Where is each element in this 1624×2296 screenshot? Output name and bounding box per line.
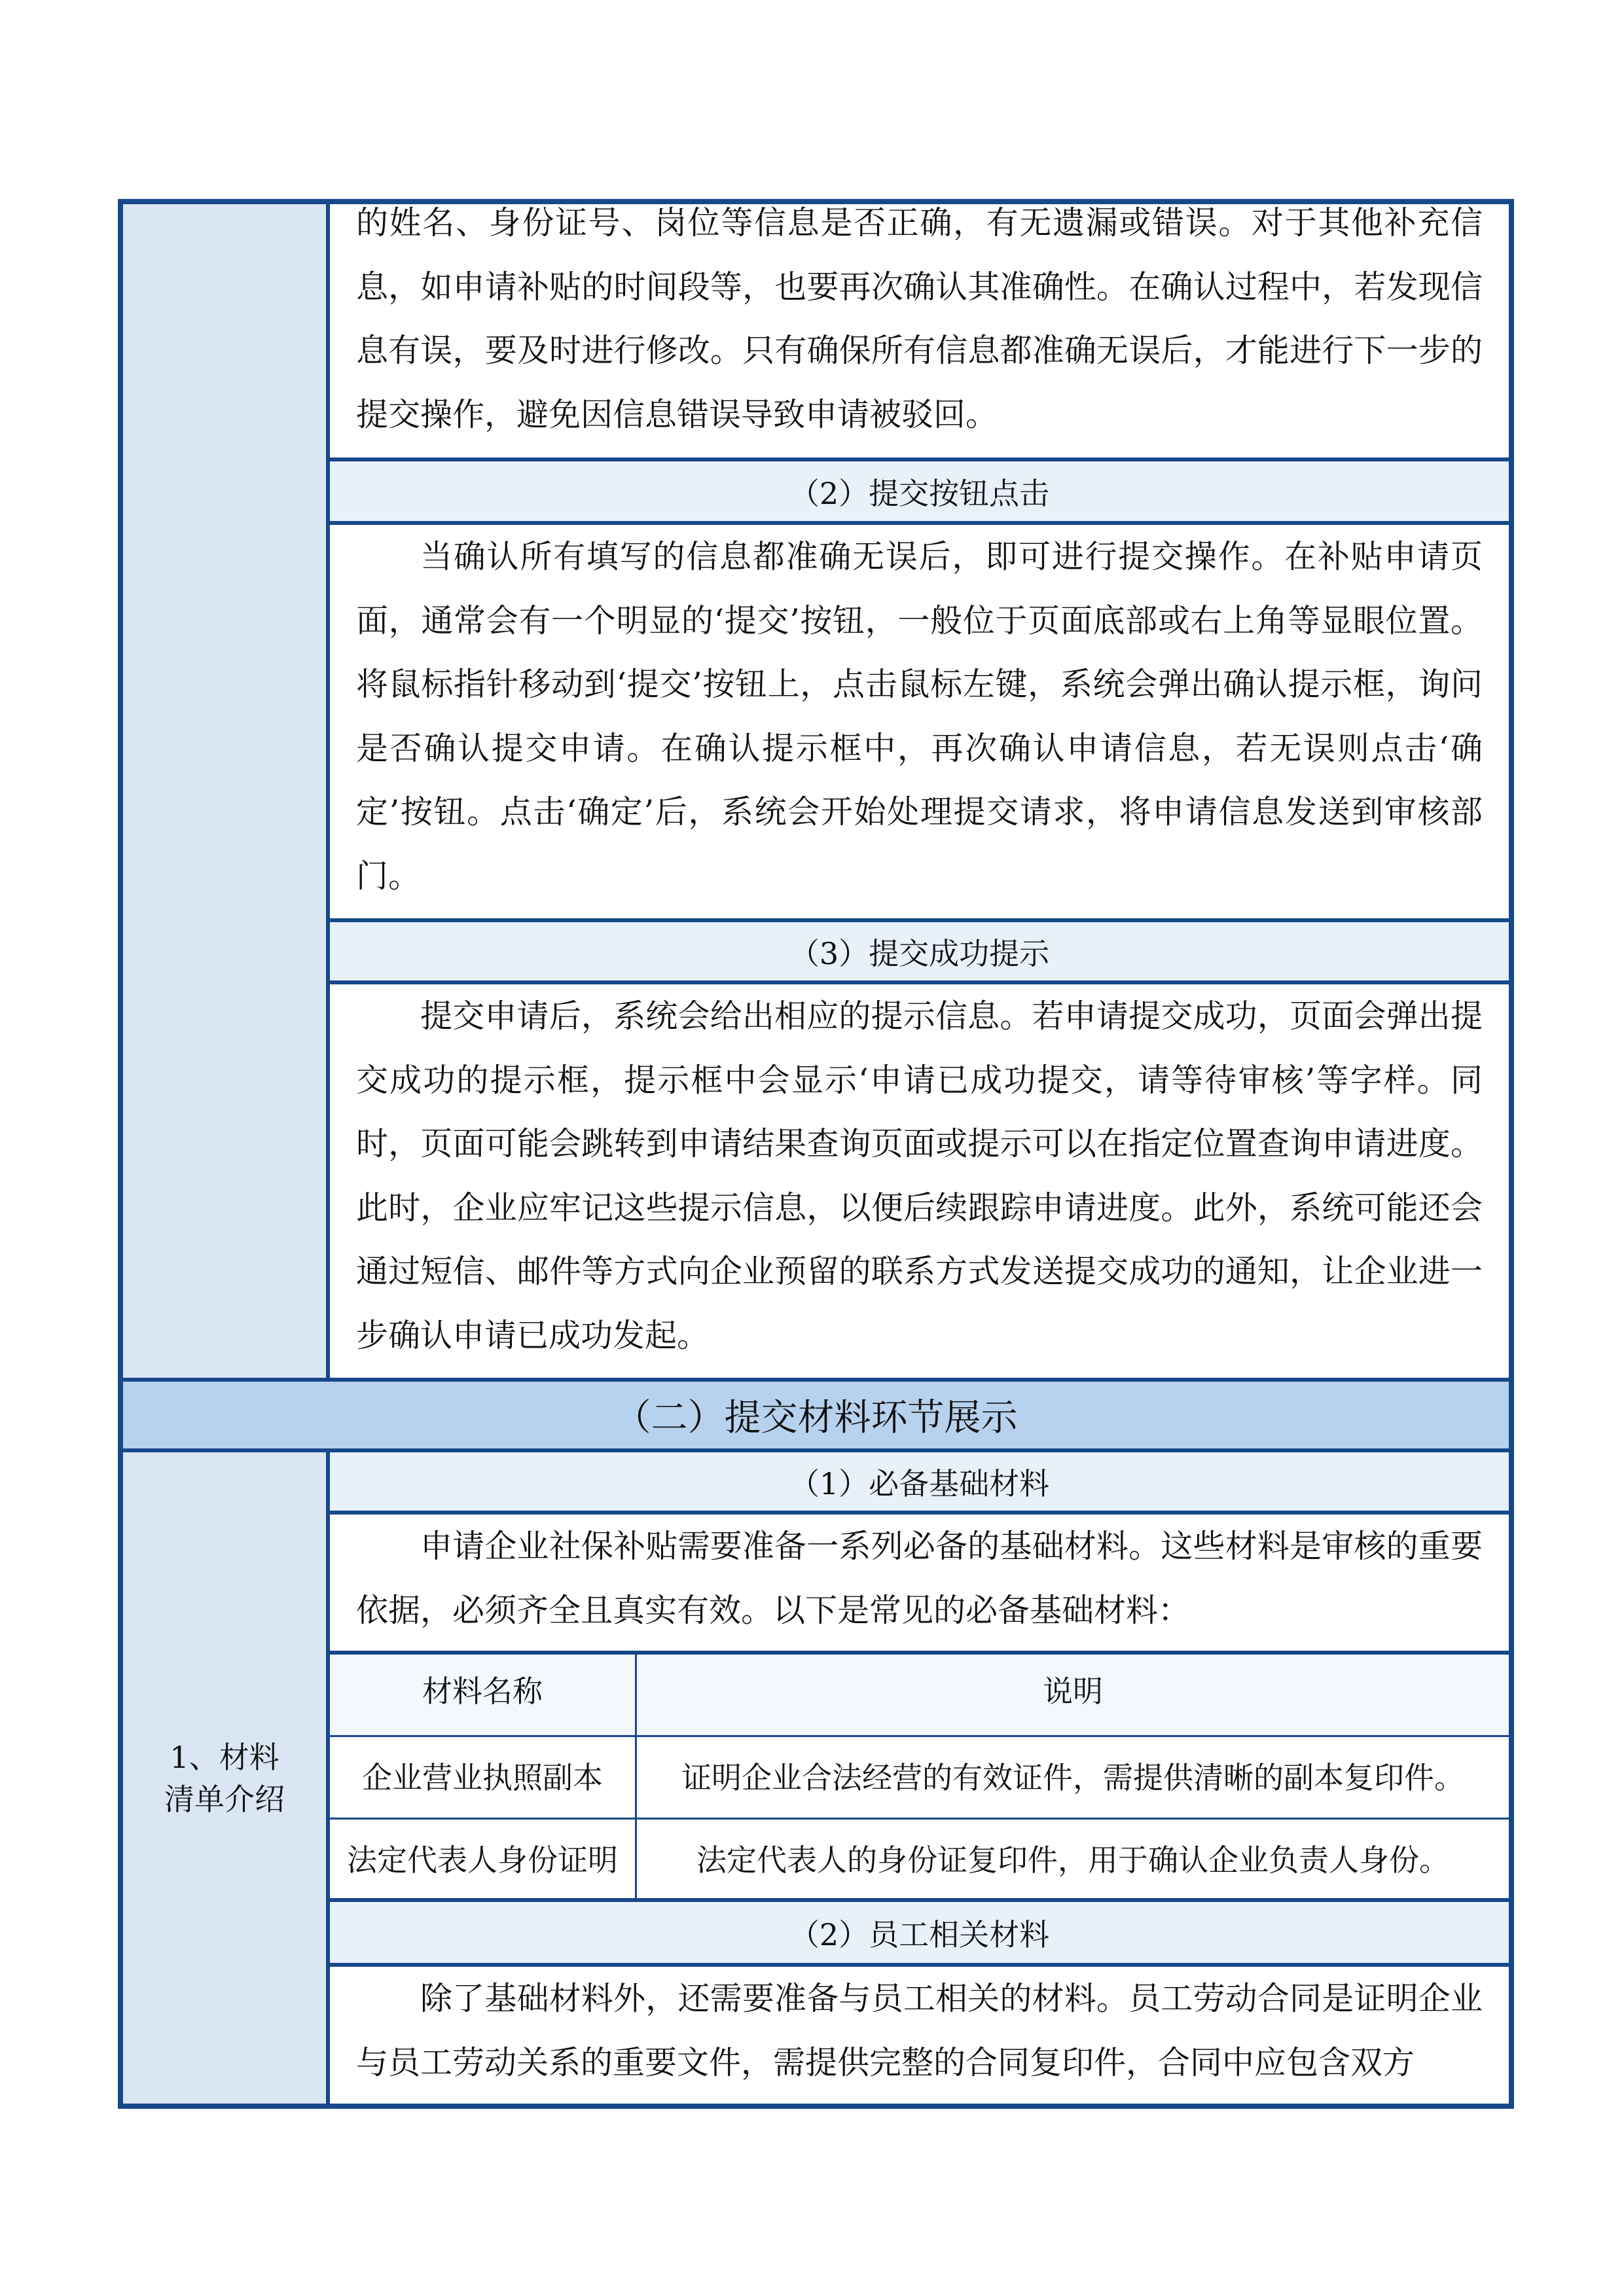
table-row-2-description — [637, 1820, 1509, 1898]
left-column-materials-label — [123, 1452, 330, 2104]
header-text: 材料名称 — [422, 1674, 543, 1709]
cell-text: 法定代表人的身份证复印件，用于确认企业负责人身份。 — [696, 1842, 1449, 1878]
table-row-1-name — [330, 1737, 635, 1818]
cell-text: 企业营业执照副本 — [362, 1760, 603, 1795]
cell-text: 法定代表人身份证明 — [347, 1842, 618, 1878]
header-text: 说明 — [1043, 1674, 1103, 1709]
cell-text: 证明企业合法经营的有效证件，需提供清晰的副本复印件。 — [681, 1760, 1464, 1795]
text-cell-submit-success — [330, 984, 1509, 1378]
subheading-employee-materials-text: （2）员工相关材料 — [789, 1916, 1050, 1952]
paragraph-employee-materials: 除了基础材料外，还需要准备与员工相关的材料。员工劳动合同是证明企业与员工劳动关系的重要文件，需提供完整的合同复印件，合同中应包含双方 — [356, 1980, 1483, 2081]
section-heading-text: （二）提交材料环节展示 — [614, 1397, 1018, 1439]
subheading-submit-button-text: （2）提交按钮点击 — [789, 475, 1050, 511]
text-cell-employee-materials — [330, 1967, 1509, 2104]
text-cell-submit-button — [330, 525, 1509, 918]
table-row-1-description — [637, 1737, 1509, 1818]
table-header-description — [637, 1655, 1509, 1735]
text-cell-basic-materials — [330, 1515, 1509, 1651]
subheading-submit-success-text: （3）提交成功提示 — [789, 935, 1050, 971]
table-column-divider — [635, 1655, 637, 1898]
paragraph-basic-materials: 申请企业社保补贴需要准备一系列必备的基础材料。这些材料是审核的重要依据，必须齐全且真实有效。以下是常见的必备基础材料： — [356, 1528, 1483, 1629]
left-column-upper — [123, 204, 330, 1380]
paragraph-info-check: 的姓名、身份证号、岗位等信息是否正确，有无遗漏或错误。对于其他补充信息，如申请补贴的时间段等，也要再次确认其准确性。在确认过程中，若发现信息有误，要及时进行修改。只有确保所有信息都准确无误后，才能进行下一步的提交操作，避免因信息错误导致申请被驳回。 — [356, 204, 1483, 433]
paragraph-submit-success: 提交申请后，系统会给出相应的提示信息。若申请提交成功，页面会弹出提交成功的提示框，提示框中会显示‘申请已成功提交，请等待审核’等字样。同时，页面可能会跳转到申请结果查询页面或提示可以在指定位置查询申请进度。此时，企业应牢记这些提示信息，以便后续跟踪申请进度。此外，系统可能还会通过短信、邮件等方式向企业预留的联系方式发送提交成功的通知，让企业进一步确认申请已成功发起。 — [356, 997, 1483, 1354]
subheading-employee-materials — [330, 1902, 1509, 1963]
subheading-submit-button — [330, 461, 1509, 521]
subheading-basic-materials-text: （1）必备基础材料 — [789, 1465, 1050, 1501]
subheading-submit-success — [330, 922, 1509, 980]
table-row-2-name — [330, 1820, 635, 1898]
paragraph-submit-button: 当确认所有填写的信息都准确无误后，即可进行提交操作。在补贴申请页面，通常会有一个明显的‘提交’按钮，一般位于页面底部或右上角等显眼位置。将鼠标指针移动到‘提交’按钮上，点击鼠标左键，系统会弹出确认提示框，询问是否确认提交申请。在确认提示框中，再次确认申请信息，若无误则点击‘确定’按钮。点击‘确定’后，系统会开始处理提交请求，将申请信息发送到审核部门。 — [356, 538, 1483, 895]
text-cell-info-check — [330, 204, 1509, 459]
table-header-material-name — [330, 1655, 635, 1735]
materials-list-label: 1、材料清单介绍 — [164, 1739, 285, 1817]
section-heading — [123, 1382, 1509, 1448]
subheading-basic-materials — [330, 1452, 1509, 1511]
